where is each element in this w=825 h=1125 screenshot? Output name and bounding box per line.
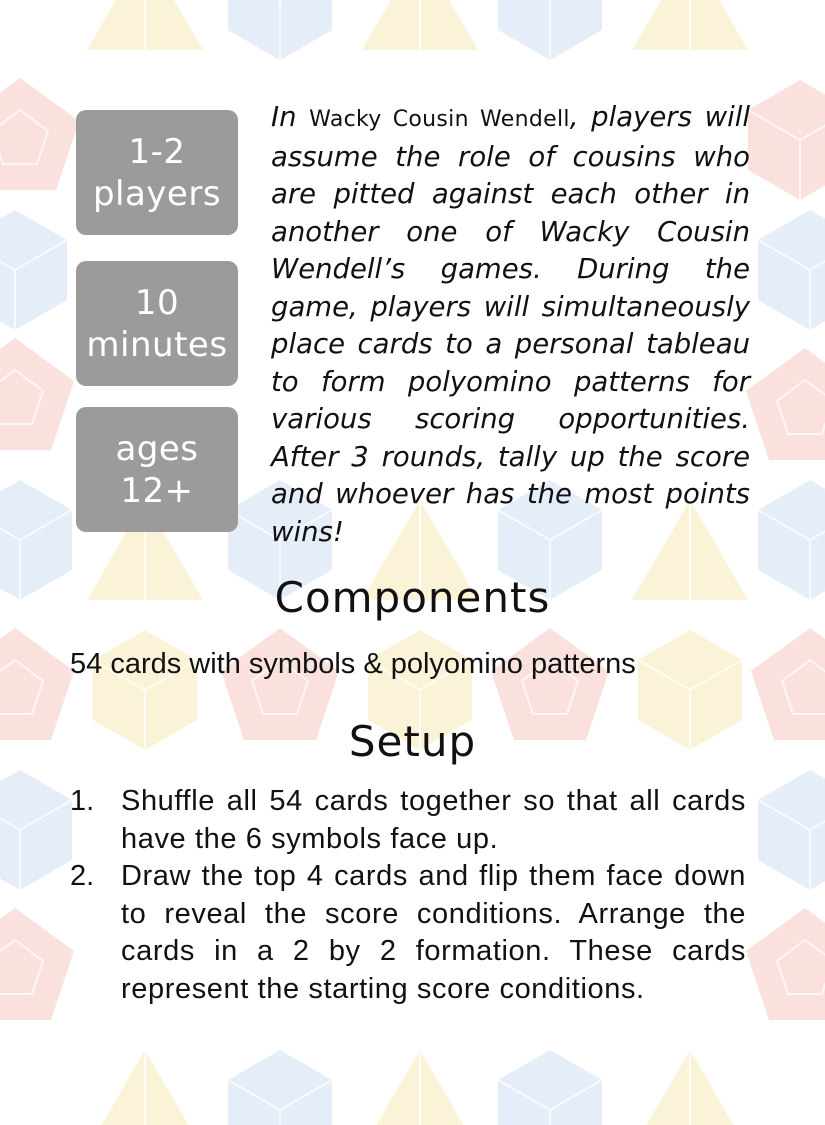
intro-text: , players will assume the role of cousins who are pitted against each other in another one of Wacky Cousin Wendell’s games. During the game, players will simultaneously place cards to a personal tableau to form polyomino patterns for various scoring opportunities. After 3 rounds, tally up the score and whoever has the most points wins!	[271, 101, 750, 548]
step-text: Draw the top 4 cards and flip them face down to reveal the score conditions. Arrange the cards in a 2 by 2 formation. These cards represent the starting score conditions.	[121, 860, 746, 1005]
age-badge	[76, 407, 238, 532]
setup-heading: Setup	[348, 717, 477, 766]
step-text: Shuffle all 54 cards together so that all cards have the 6 symbols face up.	[121, 785, 746, 855]
badge-value: 12+	[120, 470, 194, 511]
components-heading: Components	[274, 573, 551, 622]
components-description: 54 cards with symbols & polyomino patterns	[70, 648, 636, 680]
step-number: 2.	[70, 860, 95, 892]
setup-steps	[70, 783, 746, 1008]
badge-label: ages	[115, 428, 199, 469]
setup-step	[70, 858, 746, 1008]
badge-label: minutes	[86, 324, 228, 365]
step-number: 1.	[70, 785, 95, 817]
badge-value: 1-2	[128, 131, 186, 172]
game-introduction	[271, 99, 750, 551]
setup-step	[70, 783, 746, 858]
player-count-badge	[76, 110, 238, 235]
play-time-badge	[76, 261, 238, 386]
game-name: Wacky Cousin Wendell	[309, 107, 570, 132]
badge-value: 10	[134, 282, 180, 323]
badge-label: players	[92, 173, 222, 214]
intro-prefix: In	[271, 101, 310, 133]
